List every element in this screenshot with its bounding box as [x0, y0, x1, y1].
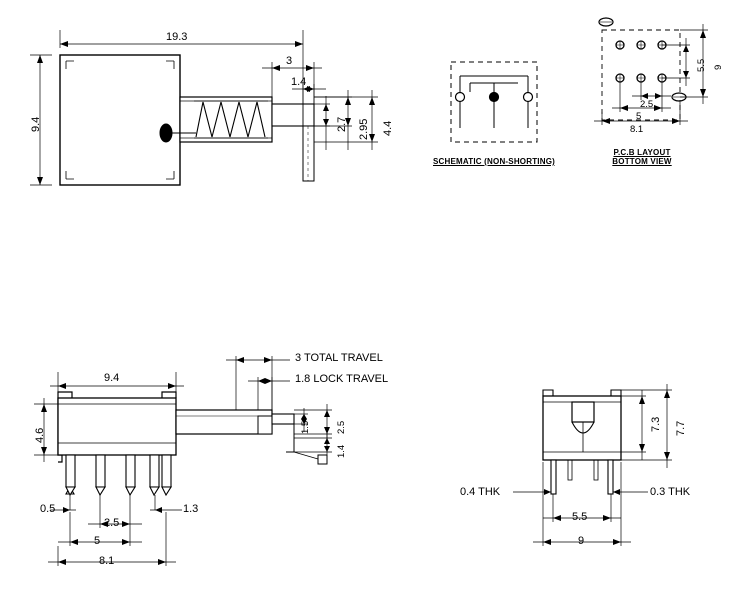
dim-label-5-5-side: 5.5: [572, 511, 588, 523]
dim-label-7-3: 7.3: [650, 416, 662, 432]
dim-label-2-95: 2.95: [358, 118, 370, 140]
dim-label-7-7: 7.7: [675, 420, 687, 436]
note-total-travel: 3 TOTAL TRAVEL: [295, 352, 383, 364]
dim-label-9-4-top: 9.4: [30, 116, 42, 132]
dim-label-19-3: 19.3: [166, 31, 188, 43]
dim-label-1-3: 1.3: [183, 503, 199, 515]
dim-label-9-pcb: 9: [713, 64, 724, 70]
dim-label-0-3-thk: 0.3 THK: [650, 486, 691, 498]
dim-label-0-5: 0.5: [40, 503, 56, 515]
dim-label-1-4-top: 1.4: [291, 76, 307, 88]
dim-label-1-5: 1.5: [300, 420, 311, 434]
dim-label-9-side: 9: [578, 535, 585, 547]
dim-label-8-1-pcb: 8.1: [630, 124, 644, 135]
front-view-dimensions: [34, 356, 332, 566]
dim-label-3-top: 3: [286, 55, 293, 67]
dim-label-4-4: 4.4: [382, 120, 394, 136]
dim-label-5-front: 5: [94, 535, 101, 547]
dim-label-2-5-front: 2.5: [104, 517, 120, 529]
dim-label-5-5-pcb: 5.5: [696, 58, 707, 72]
dim-label-4-6: 4.6: [34, 427, 46, 443]
pcb-layout-caption-line2: BOTTOM VIEW: [612, 157, 672, 166]
dim-label-1-4-front: 1.4: [336, 444, 347, 458]
dim-label-9-4-front: 9.4: [104, 372, 120, 384]
side-view-geometry: [543, 390, 621, 494]
dim-label-0-4-thk: 0.4 THK: [460, 486, 501, 498]
front-view-geometry: [58, 392, 327, 495]
dim-label-2-7: 2.7: [336, 116, 348, 132]
dim-label-2-5-pcb: 2.5: [640, 99, 654, 110]
top-view-geometry: [60, 55, 314, 185]
dim-label-5-pcb: 5: [636, 111, 642, 122]
dim-label-2-5-right: 2.5: [336, 420, 347, 434]
schematic-caption: SCHEMATIC (NON-SHORTING): [433, 157, 555, 166]
schematic-geometry: [451, 62, 537, 142]
pcb-layout-caption-line1: P.C.B LAYOUT: [613, 148, 671, 157]
dim-label-8-1-front: 8.1: [99, 555, 115, 567]
note-lock-travel: 1.8 LOCK TRAVEL: [295, 373, 389, 385]
